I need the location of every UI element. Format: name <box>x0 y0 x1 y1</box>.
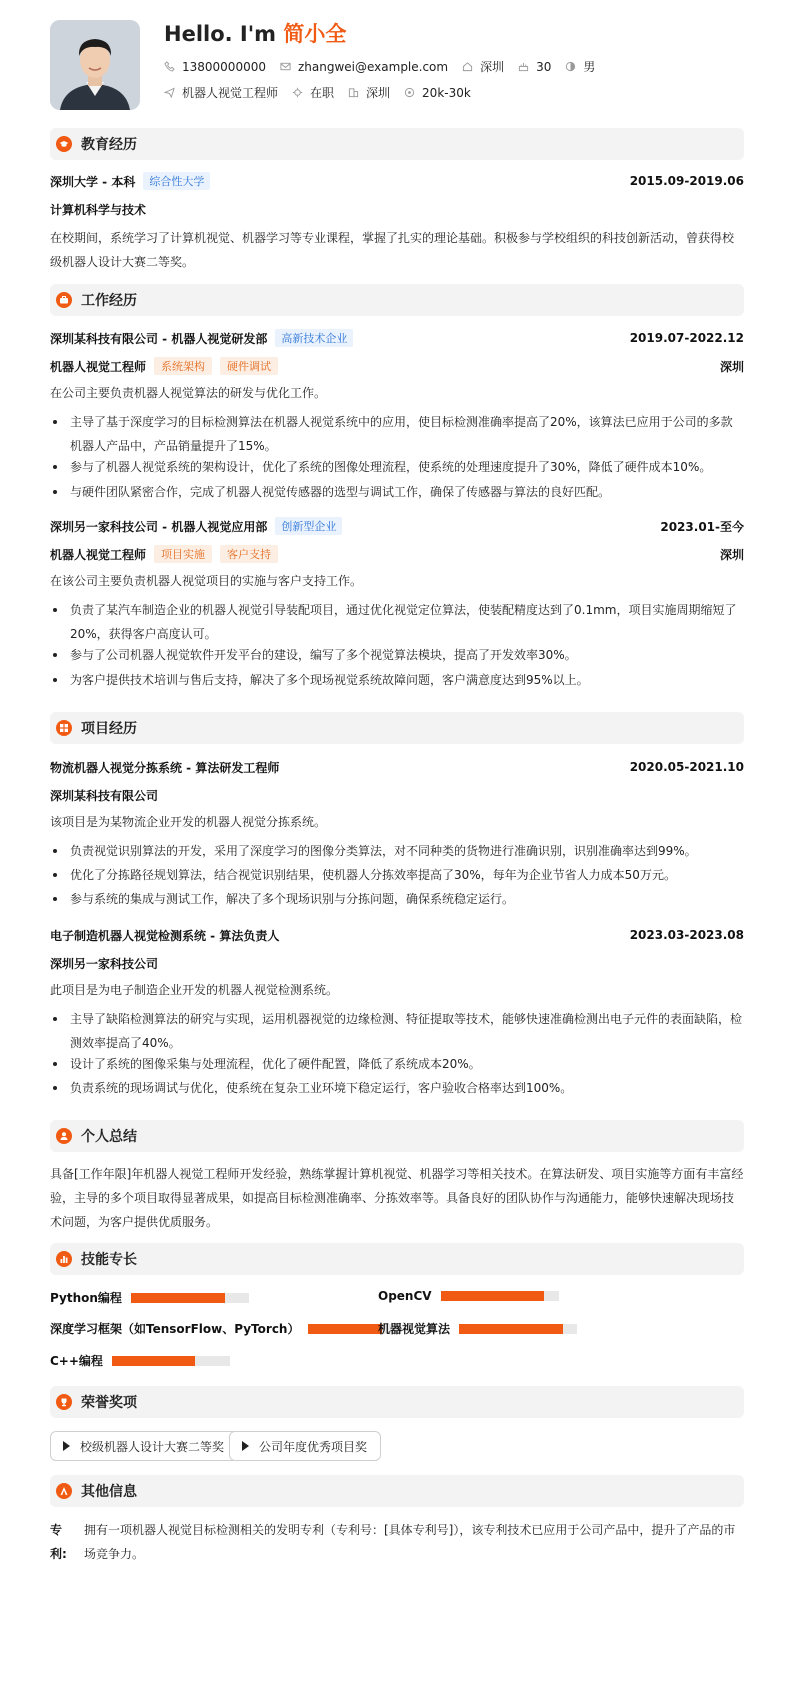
salary-item: 20k-30k <box>404 86 471 100</box>
work-1-summary: 在公司主要负责机器人视觉算法的研发与优化工作。 <box>50 386 327 400</box>
coin-icon <box>404 87 415 98</box>
project-2-summary: 此项目是为电子制造企业开发的机器人视觉检测系统。 <box>50 983 339 997</box>
skill-fill <box>131 1293 225 1303</box>
company-tag: 创新型企业 <box>275 517 342 535</box>
skill-fill <box>112 1356 195 1366</box>
greeting: Hello. I'm 简小全 <box>164 22 347 46</box>
patent-row <box>50 1518 744 1566</box>
skill-bar <box>459 1324 577 1334</box>
skill-bar <box>112 1356 230 1366</box>
skill-item: 深度学习框架（如TensorFlow、PyTorch） <box>50 1320 400 1337</box>
section-summary: 个人总结 <box>50 1120 744 1152</box>
work-1-bullet: 主导了基于深度学习的目标检测算法在机器人视觉系统中的应用，使目标检测准确率提高了20%，该算法已应用于公司的多款机器人产品中，产品销量提升了15%。 <box>50 410 744 458</box>
work-date: 2023.01-至今 <box>660 519 744 534</box>
major: 计算机科学与技术 <box>50 202 147 217</box>
age-item: 30 <box>518 60 551 74</box>
bar-chart-icon <box>56 1251 72 1267</box>
section-awards: 荣誉奖项 <box>50 1386 744 1418</box>
patent-text: 拥有一项机器人视觉目标检测相关的发明专利（专利号：[具体专利号]），该专利技术已应用于公司产品中，提升了产品的市场竞争力。 <box>84 1523 736 1561</box>
award-item: 校级机器人设计大赛二等奖 <box>50 1431 238 1461</box>
trophy-icon <box>56 1394 72 1410</box>
gender-item: 男 <box>565 58 595 75</box>
skill-tag: 硬件调试 <box>220 357 278 375</box>
work-2-role <box>50 545 744 563</box>
email-item: zhangwei@example.com <box>280 60 448 74</box>
school-name: 深圳大学 - 本科 <box>50 174 136 189</box>
candidate-name: 简小全 <box>283 22 347 46</box>
section-other: 其他信息 <box>50 1475 744 1507</box>
skill-tag: 项目实施 <box>154 545 212 563</box>
school-tag: 综合性大学 <box>143 172 210 190</box>
work-2-bullet: 为客户提供技术培训与售后支持，解决了多个现场视觉系统故障问题，客户满意度达到95%以上。 <box>50 668 744 692</box>
role-title: 机器人视觉工程师 <box>50 359 147 374</box>
project-2-bullet: 主导了缺陷检测算法的研究与实现，运用机器视觉的边缘检测、特征提取等技术，能够快速准确检测出电子元件的表面缺陷，检测效率提高了40%。 <box>50 1007 744 1055</box>
skill-item: C++编程 <box>50 1352 230 1369</box>
work-2-bullet: 负责了某汽车制造企业的机器人视觉引导装配项目，通过优化视觉定位算法，使装配精度达到了0.1mm，项目实施周期缩短了20%，获得客户高度认可。 <box>50 598 744 646</box>
company-name: 深圳某科技有限公司 - 机器人视觉研发部 <box>50 331 268 346</box>
work-1-header <box>50 329 744 347</box>
status-item: 在职 <box>292 84 334 101</box>
education-date: 2015.09-2019.06 <box>629 174 744 188</box>
briefcase-icon <box>56 292 72 308</box>
company-tag: 高新技术企业 <box>275 329 353 347</box>
play-icon <box>63 1441 70 1451</box>
play-icon <box>242 1441 249 1451</box>
grid-icon <box>56 720 72 736</box>
project-date: 2020.05-2021.10 <box>629 760 744 774</box>
other-info-icon <box>56 1483 72 1499</box>
city-item: 深圳 <box>462 58 504 75</box>
skill-fill <box>308 1324 382 1334</box>
project-1-summary: 该项目是为某物流企业开发的机器人视觉分拣系统。 <box>50 815 327 829</box>
cake-icon <box>518 61 529 72</box>
phone-item: 13800000000 <box>164 60 266 74</box>
building-icon <box>348 87 359 98</box>
phone-icon <box>164 61 175 72</box>
work-city: 深圳 <box>719 359 744 374</box>
gear-icon <box>292 87 303 98</box>
skill-tag: 系统架构 <box>154 357 212 375</box>
work-1-role <box>50 357 744 375</box>
project-title: 电子制造机器人视觉检测系统 - 算法负责人 <box>50 928 280 943</box>
project-1-header <box>50 758 744 776</box>
project-1-bullet: 负责视觉识别算法的开发，采用了深度学习的图像分类算法，对不同种类的货物进行准确识别，识别准确率达到99%。 <box>50 839 744 863</box>
project-company: 深圳另一家科技公司 <box>50 956 159 971</box>
skill-tag: 客户支持 <box>220 545 278 563</box>
position-item: 机器人视觉工程师 <box>164 84 278 101</box>
skill-item: 机器视觉算法 <box>378 1320 577 1337</box>
section-work: 工作经历 <box>50 284 744 316</box>
award-item: 公司年度优秀项目奖 <box>229 1431 381 1461</box>
project-1-bullet: 参与系统的集成与测试工作，解决了多个现场识别与分拣问题，确保系统稳定运行。 <box>50 887 744 911</box>
work-2-summary: 在该公司主要负责机器人视觉项目的实施与客户支持工作。 <box>50 574 363 588</box>
work-city: 深圳 <box>719 547 744 562</box>
project-2-header <box>50 926 744 944</box>
skill-fill <box>459 1324 563 1334</box>
avatar <box>50 20 140 110</box>
work-2-header <box>50 517 744 535</box>
work-2-bullet: 参与了公司机器人视觉软件开发平台的建设，编写了多个视觉算法模块，提高了开发效率30%。 <box>50 643 744 667</box>
contact-row <box>164 58 609 75</box>
graduation-cap-icon <box>56 136 72 152</box>
summary-text: 具备[工作年限]年机器人视觉工程师开发经验，熟练掌握计算机视觉、机器学习等相关技术。在算法研发、项目实施等方面有丰富经验，主导的多个项目取得显著成果，如提高目标检测准确率、分拣效率等。具备良好的团队协作与沟通能力，能够快速解决现场技术问题，为客户提供优质服务。 <box>50 1167 744 1229</box>
project-1-bullet: 优化了分拣路径规划算法，结合视觉识别结果，使机器人分拣效率提高了30%，每年为企业节省人力成本50万元。 <box>50 863 744 887</box>
education-desc: 在校期间，系统学习了计算机视觉、机器学习等专业课程，掌握了扎实的理论基础。积极参与学校组织的科技创新活动，曾获得校级机器人设计大赛二等奖。 <box>50 231 735 269</box>
education-header <box>50 172 744 190</box>
section-education: 教育经历 <box>50 128 744 160</box>
work-1-bullet: 参与了机器人视觉系统的架构设计，优化了系统的图像处理流程，使系统的处理速度提升了30%，降低了硬件成本10%。 <box>50 455 744 479</box>
work-city-item: 深圳 <box>348 84 390 101</box>
project-2-bullet: 设计了系统的图像采集与处理流程，优化了硬件配置，降低了系统成本20%。 <box>50 1052 744 1076</box>
mail-icon <box>280 61 291 72</box>
project-company: 深圳某科技有限公司 <box>50 788 159 803</box>
project-2-bullet: 负责系统的现场调试与优化，使系统在复杂工业环境下稳定运行，客户验收合格率达到100%。 <box>50 1076 744 1100</box>
job-intent-row <box>164 84 485 101</box>
work-1-bullet: 与硬件团队紧密合作，完成了机器人视觉传感器的选型与调试工作，确保了传感器与算法的良好匹配。 <box>50 480 744 504</box>
section-skills: 技能专长 <box>50 1243 744 1275</box>
skill-bar <box>441 1291 559 1301</box>
skill-bar <box>131 1293 249 1303</box>
home-icon <box>462 61 473 72</box>
gender-icon <box>565 61 576 72</box>
patent-label: 专利: <box>50 1523 67 1561</box>
section-projects: 项目经历 <box>50 712 744 744</box>
skill-fill <box>441 1291 545 1301</box>
project-title: 物流机器人视觉分拣系统 - 算法研发工程师 <box>50 760 280 775</box>
skill-item: OpenCV <box>378 1289 559 1303</box>
project-date: 2023.03-2023.08 <box>629 928 744 942</box>
user-icon <box>56 1128 72 1144</box>
send-icon <box>164 87 175 98</box>
work-date: 2019.07-2022.12 <box>629 331 744 345</box>
skill-item: Python编程 <box>50 1289 249 1306</box>
role-title: 机器人视觉工程师 <box>50 547 147 562</box>
company-name: 深圳另一家科技公司 - 机器人视觉应用部 <box>50 519 268 534</box>
